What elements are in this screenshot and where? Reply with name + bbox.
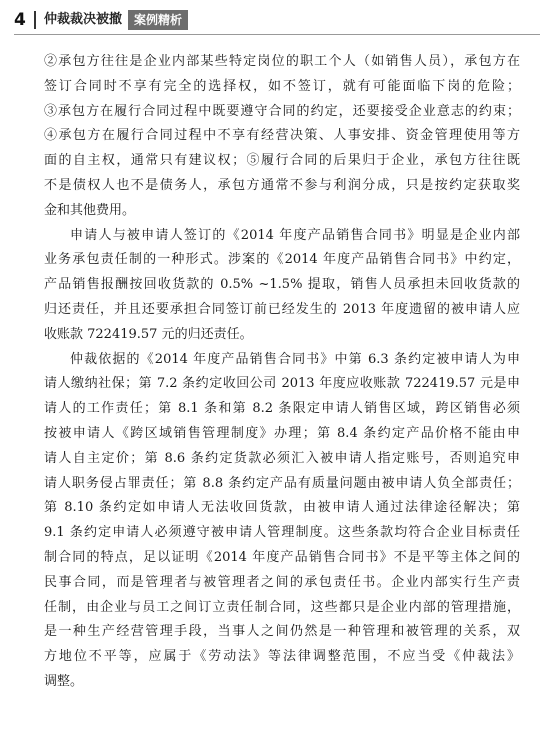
- page-number: 4: [14, 10, 26, 30]
- text-line: 业务承包责任制的一种形式。涉案的《2014 年度产品销售合同书》中约定，: [44, 252, 520, 268]
- text-line: ②承包方往往是企业内部某些特定岗位的职工个人（如销售人员），承包方在: [44, 54, 520, 69]
- text-line: 面的自主权，通常只有建议权；⑤履行合同的后果归于企业，承包方往往既: [44, 153, 520, 169]
- text-line: 按被申请人《跨区域销售管理制度》办理；第 8.4 条约定产品价格不能由申: [44, 425, 520, 441]
- text-line: 收账款 722419.57 元的归还责任。: [44, 326, 253, 342]
- text-line: 申请人与被申请人签订的《2014 年度产品销售合同书》明显是企业内部: [70, 227, 520, 243]
- text-line: 第 8.10 条约定如申请人无法收回货款，由被申请人通过法律途径解决；第: [44, 500, 520, 516]
- text-line: 请人缴纳社保；第 7.2 条约定收回公司 2013 年度应收账款 722419.57 元是申: [44, 376, 520, 392]
- page-header: [14, 8, 188, 32]
- paragraph-1: [44, 50, 520, 224]
- text-line: ④承包方在履行合同过程中不享有经营决策、人事安排、资金管理使用等方: [44, 128, 520, 144]
- text-line: 任制，由企业与员工之间订立责任制合同，这些都只是企业内部的管理措施，: [44, 599, 520, 615]
- text-line: 仲裁依据的《2014 年度产品销售合同书》中第 6.3 条约定被申请人为申: [70, 351, 520, 367]
- paragraph-2: [44, 224, 520, 348]
- text-line: 产品销售报酬按回收货款的 0.5% ~1.5% 提取，销售人员承担未回收货款的: [44, 277, 520, 293]
- text-line: 9.1 条约定申请人必须遵守被申请人管理制度。这些条款均符合企业目标责任: [44, 525, 520, 541]
- text-line: 签订合同时不享有完全的选择权，如不签订，就有可能面临下岗的危险；: [44, 78, 520, 94]
- text-line: 是一种生产经营管理手段，当事人之间仍然是一种管理和被管理的关系，双: [44, 624, 520, 640]
- paragraph-3: [44, 348, 520, 695]
- text-line: ③承包方在履行合同过程中既要遵守合同的约定，还要接受企业意志的约束；: [44, 103, 520, 119]
- text-line: 请人自主定价；第 8.6 条约定货款必须汇入被申请人指定账号，否则追究申: [44, 450, 520, 466]
- text-line: 金和其他费用。: [44, 202, 136, 218]
- text-line: 制合同的特点，足以证明《2014 年度产品销售合同书》不是平等主体之间的: [44, 549, 520, 565]
- section-tag: 案例精析: [128, 10, 188, 30]
- text-line: 调整。: [44, 673, 84, 689]
- header-rule: [14, 34, 540, 35]
- text-line: 方地位不平等，应属于《劳动法》等法律调整范围，不应当受《仲裁法》: [44, 649, 520, 665]
- text-line: 归还责任，并且还要承担合同签订前已经发生的 2013 年度遗留的被申请人应: [44, 301, 520, 317]
- book-title: 仲裁裁决被撤: [44, 12, 123, 27]
- text-line: 请人职务侵占罪责任；第 8.8 条约定产品有质量问题由被申请人负全部责任；: [44, 475, 520, 491]
- header-divider: [34, 11, 36, 29]
- text-line: 请人的工作责任；第 8.1 条和第 8.2 条限定申请人销售区域，跨区销售必须: [44, 401, 520, 417]
- text-line: 不是债权人也不是债务人，承包方通常不参与利润分成，只是按约定获取奖: [44, 177, 520, 193]
- text-line: 民事合同，而是管理者与被管理者之间的承包责任书。企业内部实行生产责: [44, 574, 520, 590]
- body-text: [44, 50, 520, 695]
